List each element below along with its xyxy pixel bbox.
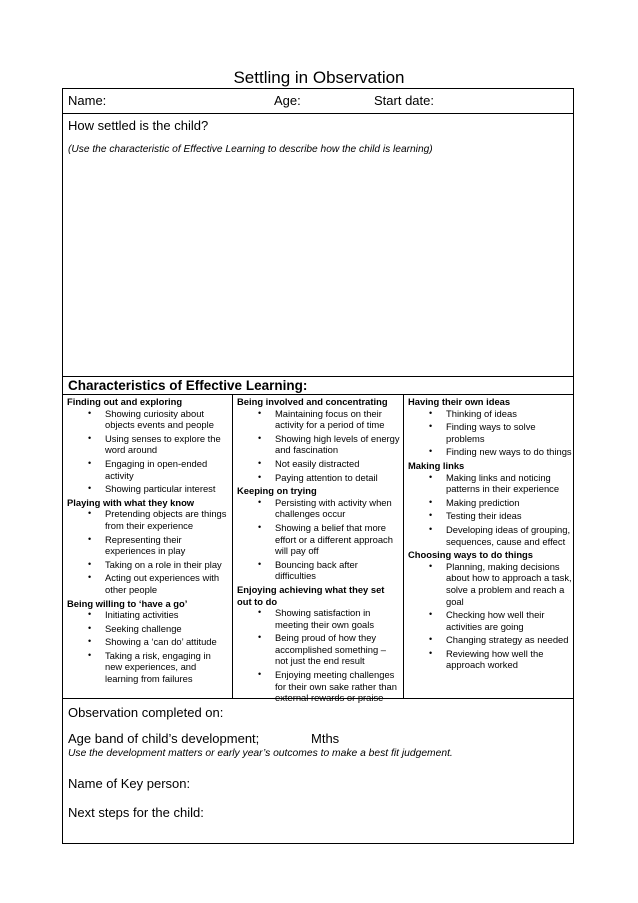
bullet-icon: • bbox=[429, 471, 433, 482]
completed-label: Observation completed on: bbox=[68, 705, 224, 720]
list-item-text: Showing curiosity about objects events and people bbox=[105, 407, 214, 431]
list-item bbox=[237, 433, 400, 456]
bullet-icon: • bbox=[429, 634, 433, 645]
list-item bbox=[67, 433, 229, 456]
age-label: Age: bbox=[274, 93, 301, 108]
bullet-icon: • bbox=[88, 636, 92, 647]
list-item bbox=[67, 636, 229, 648]
bullet-icon: • bbox=[429, 560, 433, 571]
section-title: Playing with what they know bbox=[67, 496, 195, 508]
bullet-icon: • bbox=[429, 609, 433, 620]
section-title: Keeping on trying bbox=[237, 485, 317, 497]
bullet-icon: • bbox=[429, 421, 433, 432]
list-item-text: Representing their experiences in play bbox=[105, 533, 186, 557]
list-item bbox=[67, 609, 229, 621]
cel-column-2 bbox=[233, 395, 404, 704]
list-item-text: Paying attention to detail bbox=[275, 471, 378, 483]
bullet-icon: • bbox=[429, 523, 433, 534]
list-item-text: Maintaining focus on their activity for a period of time bbox=[275, 407, 385, 431]
section-title: Making links bbox=[408, 459, 465, 471]
key-person-label: Name of Key person: bbox=[68, 776, 191, 791]
bullet-icon: • bbox=[88, 508, 92, 519]
bullet-list bbox=[408, 561, 572, 671]
bullet-icon: • bbox=[429, 647, 433, 658]
bullet-icon: • bbox=[88, 572, 92, 583]
list-item bbox=[408, 634, 572, 646]
section-title: Choosing ways to do things bbox=[408, 549, 533, 561]
list-item bbox=[408, 497, 572, 509]
bullet-icon: • bbox=[88, 432, 92, 443]
list-item-text: Changing strategy as needed bbox=[446, 634, 569, 646]
observation-form bbox=[62, 88, 574, 844]
next-steps-label: Next steps for the child: bbox=[68, 805, 204, 820]
list-item bbox=[67, 408, 229, 431]
list-item-text: Making links and noticing patterns in their experience bbox=[446, 471, 560, 495]
footer-section bbox=[63, 699, 573, 845]
bullet-icon: • bbox=[258, 457, 262, 468]
list-item bbox=[408, 510, 572, 522]
list-item-text: Making prediction bbox=[446, 496, 520, 508]
bullet-icon: • bbox=[258, 669, 262, 680]
list-item-text: Using senses to explore the word around bbox=[105, 432, 221, 456]
bullet-icon: • bbox=[88, 533, 92, 544]
list-item-text: Showing a belief that more effort or a different approach will pay off bbox=[275, 521, 393, 557]
list-item bbox=[408, 472, 572, 495]
bullet-icon: • bbox=[429, 446, 433, 457]
bullet-list bbox=[67, 508, 229, 595]
list-item bbox=[67, 559, 229, 571]
section-title: Having their own ideas bbox=[408, 396, 511, 407]
list-item-text: Taking on a role in their play bbox=[105, 558, 222, 570]
cel-heading: Characteristics of Effective Learning: bbox=[68, 378, 308, 393]
list-item-text: Enjoying meeting challenges for their own sake rather than external rewards or praise bbox=[275, 669, 397, 704]
list-item bbox=[237, 522, 400, 557]
list-item-text: Developing ideas of grouping, sequences, cause and effect bbox=[446, 523, 571, 547]
list-item-text: Persisting with activity when challenges occur bbox=[275, 496, 392, 520]
list-item bbox=[67, 483, 229, 495]
bullet-icon: • bbox=[88, 622, 92, 633]
bullet-list bbox=[237, 497, 400, 582]
list-item bbox=[67, 458, 229, 481]
list-item-text: Bouncing back after difficulties bbox=[275, 558, 358, 582]
section-title: Finding out and exploring bbox=[67, 396, 183, 407]
list-item-text: Seeking challenge bbox=[105, 622, 182, 634]
cel-heading-row bbox=[63, 377, 573, 395]
section-title: Being willing to ‘have a go’ bbox=[67, 597, 188, 609]
bullet-icon: • bbox=[88, 609, 92, 620]
bullet-icon: • bbox=[88, 407, 92, 418]
bullet-icon: • bbox=[429, 496, 433, 507]
name-label: Name: bbox=[68, 93, 107, 108]
settled-hint: (Use the characteristic of Effective Learning to describe how the child is learning) bbox=[68, 144, 433, 155]
bullet-list bbox=[67, 408, 229, 495]
list-item bbox=[408, 446, 572, 458]
bullet-icon: • bbox=[429, 407, 433, 418]
age-band-label: Age band of child’s development; bbox=[68, 731, 260, 746]
settled-section bbox=[63, 114, 573, 377]
start-date-label: Start date: bbox=[374, 93, 434, 108]
list-item bbox=[237, 408, 400, 431]
section-title: Enjoying achieving what they set out to do bbox=[237, 583, 385, 607]
mths-label: Mths bbox=[311, 731, 340, 746]
list-item bbox=[237, 497, 400, 520]
cel-table bbox=[63, 395, 573, 704]
section-title: Being involved and concentrating bbox=[237, 396, 388, 407]
list-item bbox=[67, 572, 229, 595]
page-title: Settling in Observation bbox=[233, 68, 405, 87]
list-item bbox=[408, 609, 572, 632]
list-item-text: Pretending objects are things from their experience bbox=[105, 508, 227, 531]
list-item-text: Being proud of how they accomplished something – not just the end result bbox=[275, 632, 386, 667]
header-row bbox=[63, 89, 573, 114]
bullet-icon: • bbox=[258, 407, 262, 418]
list-item-text: Showing particular interest bbox=[105, 483, 216, 495]
cel-column-1 bbox=[63, 395, 233, 698]
list-item-text: Not easily distracted bbox=[275, 457, 360, 469]
list-item-text: Finding new ways to do things bbox=[446, 446, 572, 458]
list-item bbox=[408, 648, 572, 671]
bullet-icon: • bbox=[258, 496, 262, 507]
bullet-list bbox=[67, 609, 229, 685]
bullet-list bbox=[408, 472, 572, 548]
list-item bbox=[408, 408, 572, 420]
list-item-text: Engaging in open-ended activity bbox=[105, 457, 208, 481]
list-item-text: Checking how well their activities are going bbox=[446, 609, 545, 632]
bullet-icon: • bbox=[258, 471, 262, 482]
list-item bbox=[67, 534, 229, 557]
list-item bbox=[237, 632, 400, 667]
list-item bbox=[237, 458, 400, 470]
bullet-icon: • bbox=[258, 558, 262, 569]
list-item-text: Taking a risk, engaging in new experiences, and learning from failures bbox=[105, 649, 211, 685]
bullet-icon: • bbox=[88, 457, 92, 468]
guidance-text: Use the development matters or early year’s outcomes to make a best fit judgement. bbox=[68, 748, 453, 759]
bullet-icon: • bbox=[88, 558, 92, 569]
cel-column-3 bbox=[404, 395, 575, 698]
bullet-icon: • bbox=[88, 649, 92, 660]
list-item-text: Testing their ideas bbox=[446, 510, 522, 522]
list-item-text: Acting out experiences with other people bbox=[105, 572, 220, 595]
list-item-text: Planning, making decisions about how to approach a task, solve a problem and reach a goal bbox=[446, 560, 572, 607]
list-item bbox=[237, 472, 400, 484]
list-item bbox=[237, 559, 400, 582]
bullet-list bbox=[237, 607, 400, 704]
bullet-list bbox=[408, 408, 572, 458]
list-item-text: Initiating activities bbox=[105, 609, 179, 621]
list-item bbox=[408, 524, 572, 547]
bullet-icon: • bbox=[258, 632, 262, 643]
list-item bbox=[67, 623, 229, 635]
list-item bbox=[408, 421, 572, 444]
list-item-text: Thinking of ideas bbox=[446, 407, 517, 419]
bullet-icon: • bbox=[258, 607, 262, 618]
bullet-list bbox=[237, 408, 400, 484]
list-item-text: Finding ways to solve problems bbox=[446, 421, 536, 444]
list-item-text: Showing high levels of energy and fascination bbox=[275, 432, 400, 456]
list-item-text: Showing a ‘can do’ attitude bbox=[105, 636, 217, 648]
bullet-icon: • bbox=[88, 483, 92, 494]
bullet-icon: • bbox=[258, 521, 262, 532]
list-item bbox=[67, 508, 229, 531]
list-item-text: Showing satisfaction in meeting their own goals bbox=[275, 607, 375, 630]
settled-question: How settled is the child? bbox=[68, 118, 209, 133]
bullet-icon: • bbox=[258, 432, 262, 443]
list-item bbox=[408, 561, 572, 607]
list-item bbox=[67, 650, 229, 685]
bullet-icon: • bbox=[429, 510, 433, 521]
list-item bbox=[237, 607, 400, 630]
list-item-text: Reviewing how well the approach worked bbox=[446, 647, 544, 671]
